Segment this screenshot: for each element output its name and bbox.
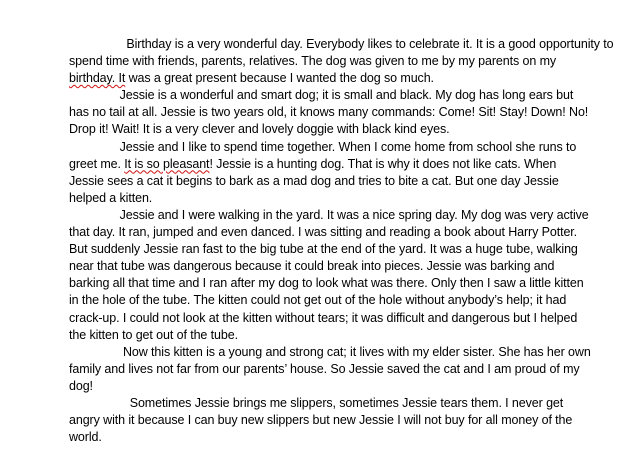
text-line: spend time with friends, parents, relatives. The dog was given to me by my parents on my	[69, 54, 557, 69]
spellcheck-flag[interactable]: birthday. It	[69, 71, 126, 86]
text-line: that day. It ran, jumped and even danced. I was sitting and reading a book about Harry Potter.	[69, 225, 578, 240]
document-body[interactable]	[69, 36, 639, 446]
text-line: the kitten to get out of the tube.	[69, 327, 238, 342]
text-run: greet me.	[69, 156, 125, 171]
text-line: But suddenly Jessie ran fast to the big tube at the end of the yard. It was a huge tube, walking	[69, 242, 578, 257]
text-run: was a great present because I wanted the dog so much.	[125, 71, 434, 86]
text-line: barking all that time and I ran after my dog to look what was there. Only then I saw a little kitten	[69, 276, 584, 291]
text-line: Birthday is a very wonderful day. Everybody likes to celebrate it. It is a good opportunity to	[69, 37, 614, 51]
text-line: near that tube was dangerous because it could break into pieces. Jessie was barking and	[69, 259, 555, 274]
spellcheck-flag[interactable]: It is so pleasant	[124, 156, 210, 171]
text-line: Now this kitten is a young and strong cat; it lives with my elder sister. She has her own	[69, 344, 591, 359]
text-line: Jessie and I were walking in the yard. It was a nice spring day. My dog was very active	[69, 207, 589, 222]
text-line: angry with it because I can buy new slippers but new Jessie I will not buy for all money of the	[69, 413, 573, 428]
text-line: dog!	[69, 378, 93, 393]
text-line	[69, 70, 639, 87]
text-line: Jessie sees a cat it begins to bark as a mad dog and tries to bite a cat. But one day Jessie	[69, 173, 559, 188]
text-line: Drop it! Wait! It is a very clever and lovely doggie with black kind eyes.	[69, 122, 450, 137]
text-line: world.	[69, 430, 102, 445]
text-line: crack-up. I could not look at the kitten without tears; it was difficult and dangerous but I helped	[69, 310, 578, 325]
text-line: family and lives not far from our parents’ house. So Jessie saved the cat and I am proud of my	[69, 361, 580, 376]
text-line: Jessie is a wonderful and smart dog; it is small and black. My dog has long ears but	[69, 88, 574, 103]
text-line: Sometimes Jessie brings me slippers, sometimes Jessie tears them. I never get	[69, 395, 564, 410]
text-line: has no tail at all. Jessie is two years old, it knows many commands: Come! Sit! Stay! Down! No!	[69, 105, 589, 120]
text-line	[69, 156, 639, 173]
text-run: ! Jessie is a hunting dog. That is why it does not like cats. When	[209, 156, 557, 171]
text-line: Jessie and I like to spend time together. When I come home from school she runs to	[69, 139, 577, 154]
text-line: in the hole of the tube. The kitten could not get out of the hole without anybody’s help; it had	[69, 293, 567, 308]
text-line: helped a kitten.	[69, 190, 153, 205]
